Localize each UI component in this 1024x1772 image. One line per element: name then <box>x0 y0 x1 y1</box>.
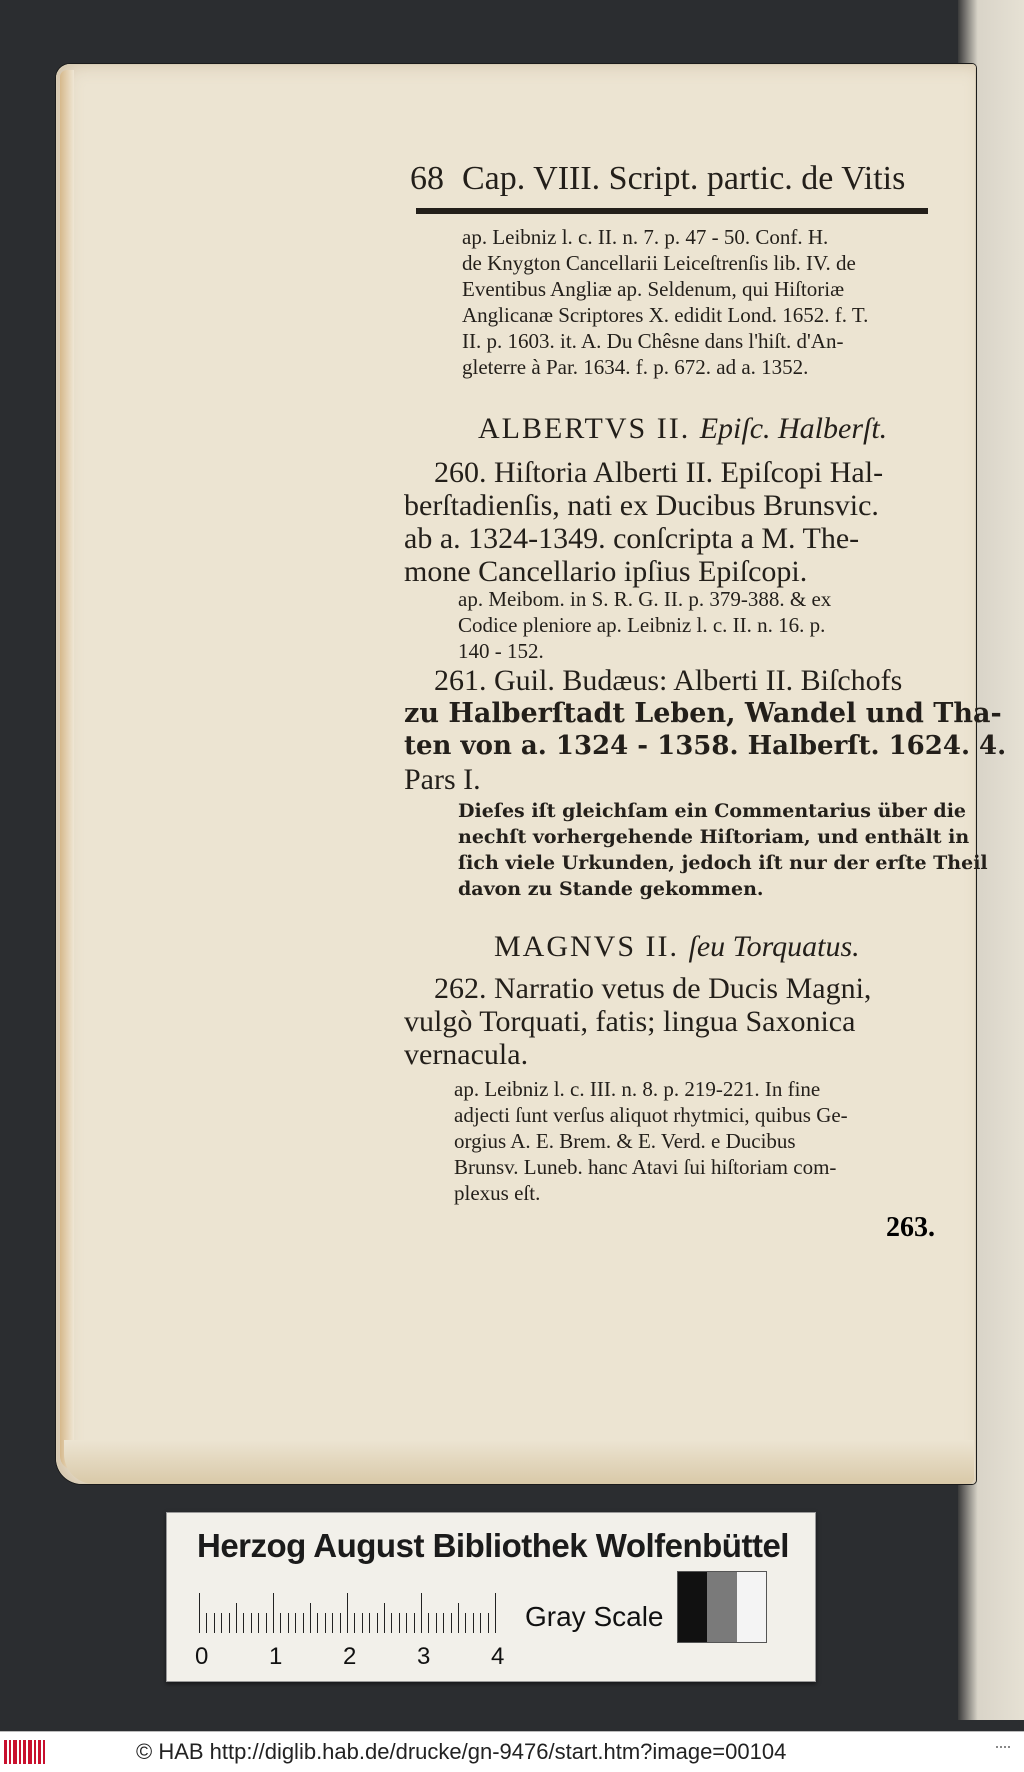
swatch-gray <box>707 1572 736 1642</box>
text-line: plexus eſt. <box>454 1181 541 1205</box>
ruler-tick <box>480 1613 481 1633</box>
ruler-tick <box>303 1613 304 1633</box>
ruler-tick <box>280 1613 281 1633</box>
gray-scale-label: Gray Scale <box>525 1601 664 1632</box>
page-bottom-edge <box>64 1440 974 1484</box>
ruler-tick <box>443 1613 444 1633</box>
text-line: II. p. 1603. it. A. Du Chêsne dans l'hiſt. d'An- <box>462 329 844 353</box>
ruler-tick <box>258 1613 259 1633</box>
text-line: orgius A. E. Brem. & E. Verd. e Ducibus <box>454 1129 796 1153</box>
text-line: ap. Leibniz l. c. II. n. 7. p. 47 - 50. Conf. H. <box>462 225 829 249</box>
ruler-tick <box>362 1613 363 1633</box>
reference-note <box>462 224 868 380</box>
ruler-tick <box>384 1603 385 1633</box>
text-line: ab a. 1324-1349. conſcripta a M. The- <box>404 522 860 555</box>
page-left-edge <box>60 70 74 1470</box>
ruler-tick <box>340 1613 341 1633</box>
note-262 <box>454 1076 848 1206</box>
ruler-tick <box>273 1593 274 1633</box>
heading-note: ſeu Torquatus. <box>688 930 860 963</box>
section-heading-magnus <box>494 930 860 964</box>
ruler-tick <box>369 1613 370 1633</box>
ruler-tick <box>206 1613 207 1633</box>
logo-bar <box>34 1740 36 1764</box>
ruler-tick <box>473 1613 474 1633</box>
text-line: Anglicanæ Scriptores X. edidit Lond. 1652. f. T. <box>462 303 869 327</box>
ruler-tick <box>436 1613 437 1633</box>
logo-bar <box>28 1740 32 1764</box>
gray-swatches <box>677 1571 767 1643</box>
dots-icon <box>996 1746 1010 1752</box>
swatch-black <box>678 1572 707 1642</box>
ruler-tick <box>229 1613 230 1633</box>
note-260 <box>458 586 831 664</box>
text-line: de Knygton Cancellarii Leiceſtrenſis lib. IV. de <box>462 251 856 275</box>
catchword: 263. <box>886 1212 935 1243</box>
ruler-tick <box>354 1613 355 1633</box>
ruler-tick <box>251 1613 252 1633</box>
logo-bar <box>23 1740 26 1764</box>
text-line: 260. Hiſtoria Alberti II. Epiſcopi Hal- <box>434 456 884 489</box>
ruler-tick <box>465 1613 466 1633</box>
text-line: Eventibus Angliæ ap. Seldenum, qui Hiſtoriæ <box>462 277 845 301</box>
ruler-tick <box>377 1613 378 1633</box>
text-line: Pars I. <box>404 763 481 796</box>
ruler-tick <box>399 1613 400 1633</box>
text-line: nechſt vorhergehende Hiſtoriam, und enthält in <box>458 826 970 848</box>
ruler-tick <box>451 1613 452 1633</box>
text-line: ap. Leibniz l. c. III. n. 8. p. 219-221. In fine <box>454 1077 821 1101</box>
text-line: mone Cancellario ipſius Epiſcopi. <box>404 555 808 588</box>
ruler-number: 0 <box>195 1643 209 1670</box>
section-heading-albertus <box>478 412 887 446</box>
ruler-tick <box>236 1603 237 1633</box>
text-line: 261. Guil. Budæus: Alberti II. Biſchofs <box>434 664 903 697</box>
footer-bar <box>0 1731 1024 1772</box>
ruler-number: 1 <box>269 1643 283 1670</box>
text-line: zu Halberſtadt Leben, Wandel und Tha- <box>404 698 1002 729</box>
text-line: vulgò Torquati, fatis; lingua Saxonica <box>404 1005 856 1038</box>
text-line: ap. Meibom. in S. R. G. II. p. 379-388. & ex <box>458 587 832 611</box>
scale-ruler <box>199 1593 479 1633</box>
ruler-tick <box>406 1613 407 1633</box>
header-rule <box>416 208 928 214</box>
ruler-tick <box>288 1613 289 1633</box>
ruler-tick <box>488 1613 489 1633</box>
ruler-tick <box>428 1613 429 1633</box>
ruler-tick <box>414 1613 415 1633</box>
hab-logo-icon <box>4 1740 48 1764</box>
ruler-tick <box>214 1613 215 1633</box>
text-line: davon zu Stande gekommen. <box>458 878 764 900</box>
heading-note: Epiſc. Halberſt. <box>699 412 888 445</box>
swatch-white <box>737 1572 766 1642</box>
text-line: Codice pleniore ap. Leibniz l. c. II. n. 16. p. <box>458 613 826 637</box>
color-reference-card <box>166 1512 816 1682</box>
text-line: adjecti ſunt verſus aliquot rhytmici, quibus Ge- <box>454 1103 848 1127</box>
ruler-tick <box>243 1613 244 1633</box>
ruler-number: 3 <box>417 1643 431 1670</box>
ruler-tick <box>332 1613 333 1633</box>
page-number: 68 <box>410 160 444 197</box>
library-name: Herzog August Bibliothek Wolfenbüttel <box>197 1527 789 1564</box>
text-line: 262. Narratio vetus de Ducis Magni, <box>434 972 872 1005</box>
text-line: ſich viele Urkunden, jedoch iſt nur der erſte Theil <box>458 852 988 874</box>
ruler-tick <box>295 1613 296 1633</box>
ruler-tick <box>266 1613 267 1633</box>
heading-name: ALBERTVS II. <box>478 412 691 445</box>
ruler-tick <box>199 1593 200 1633</box>
text-line: vernacula. <box>404 1038 529 1071</box>
logo-bar <box>19 1740 21 1764</box>
ruler-tick <box>391 1613 392 1633</box>
heading-name: MAGNVS II. <box>494 930 679 963</box>
ruler-tick <box>421 1593 422 1633</box>
ruler-tick <box>310 1603 311 1633</box>
text-line: gleterre à Par. 1634. f. p. 672. ad a. 1352. <box>462 355 809 379</box>
logo-bar <box>13 1740 17 1764</box>
note-261 <box>458 798 988 902</box>
footer-url[interactable]: © HAB http://diglib.hab.de/drucke/gn-9476/start.htm?image=00104 <box>136 1739 787 1764</box>
ruler-tick <box>495 1593 496 1633</box>
logo-bar <box>38 1740 41 1764</box>
entry-260 <box>404 456 883 588</box>
ruler-tick <box>221 1613 222 1633</box>
text-line: Dieſes iſt gleichſam ein Commentarius über die <box>458 800 967 822</box>
ruler-tick <box>325 1613 326 1633</box>
entry-261 <box>404 664 1006 796</box>
ruler-tick <box>458 1603 459 1633</box>
ruler-number: 2 <box>343 1643 357 1670</box>
ruler-tick <box>317 1613 318 1633</box>
text-line: 140 - 152. <box>458 639 544 663</box>
text-line: berſtadienſis, nati ex Ducibus Brunsvic. <box>404 489 879 522</box>
text-line: Brunsv. Luneb. hanc Atavi ſui hiſtoriam com- <box>454 1155 837 1179</box>
entry-262 <box>404 972 871 1071</box>
ruler-tick <box>347 1593 348 1633</box>
ruler-number: 4 <box>491 1643 505 1670</box>
running-head: Cap. VIII. Script. partic. de Vitis <box>462 160 906 197</box>
logo-bar <box>9 1740 11 1764</box>
logo-bar <box>4 1740 7 1764</box>
page-header <box>410 160 905 198</box>
logo-bar <box>43 1740 45 1764</box>
text-line: ten von a. 1324 - 1358. Halberſt. 1624. 4. <box>404 731 1007 761</box>
